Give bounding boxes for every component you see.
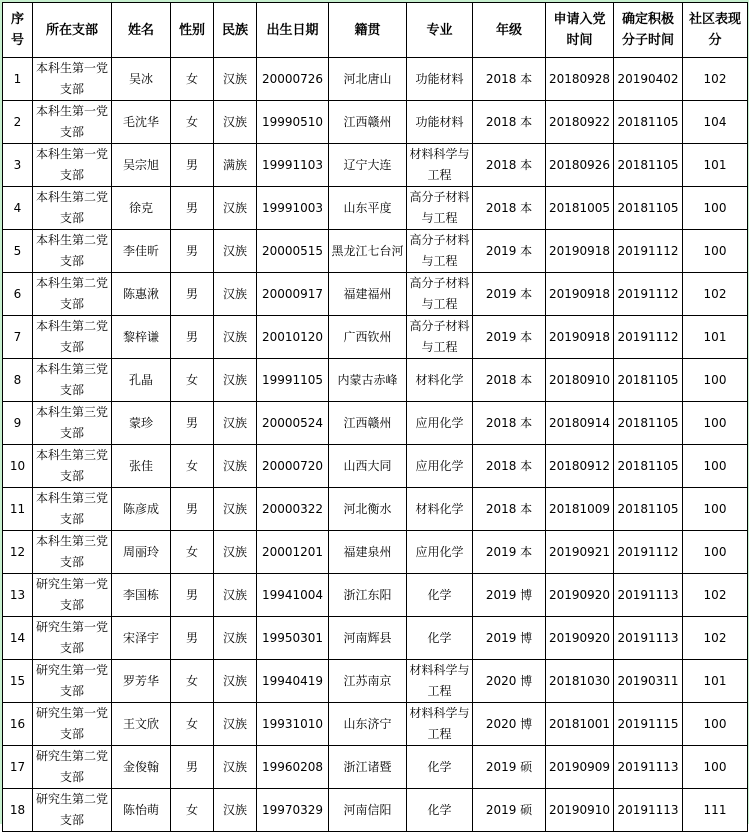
cell-major: 化学: [407, 789, 473, 832]
cell-grade: 2018 本: [473, 58, 546, 101]
cell-grade: 2018 本: [473, 144, 546, 187]
table-row: [3, 488, 748, 531]
cell-name: 孔晶: [112, 359, 171, 402]
cell-branch: 本科生第三党支部: [33, 402, 112, 445]
cell-activist: 20181105: [614, 402, 683, 445]
cell-seq: 4: [3, 187, 33, 230]
cell-name: 徐克: [112, 187, 171, 230]
cell-apply: 20181009: [546, 488, 614, 531]
cell-major: 材料化学: [407, 488, 473, 531]
cell-ethnicity: 汉族: [214, 703, 257, 746]
cell-activist: 20191113: [614, 746, 683, 789]
cell-activist: 20191112: [614, 273, 683, 316]
cell-name: 李佳昕: [112, 230, 171, 273]
cell-apply: 20190918: [546, 273, 614, 316]
cell-score: 102: [683, 574, 748, 617]
cell-branch: 本科生第二党支部: [33, 187, 112, 230]
cell-activist: 20191112: [614, 531, 683, 574]
cell-name: 陈怡萌: [112, 789, 171, 832]
cell-apply: 20190909: [546, 746, 614, 789]
cell-seq: 5: [3, 230, 33, 273]
cell-origin: 河南信阳: [329, 789, 407, 832]
cell-name: 宋泽宇: [112, 617, 171, 660]
cell-apply: 20190910: [546, 789, 614, 832]
cell-major: 材料科学与工程: [407, 703, 473, 746]
cell-origin: 福建福州: [329, 273, 407, 316]
cell-apply: 20181005: [546, 187, 614, 230]
cell-gender: 男: [171, 402, 214, 445]
cell-seq: 2: [3, 101, 33, 144]
table-row: [3, 617, 748, 660]
cell-name: 罗芳华: [112, 660, 171, 703]
table-row: [3, 101, 748, 144]
cell-activist: 20191113: [614, 789, 683, 832]
cell-apply: 20180910: [546, 359, 614, 402]
cell-birth: 20000322: [257, 488, 329, 531]
cell-name: 蒙珍: [112, 402, 171, 445]
column-header-ethnicity: 民族: [214, 3, 257, 58]
cell-apply: 20190921: [546, 531, 614, 574]
cell-birth: 20000720: [257, 445, 329, 488]
cell-grade: 2019 硕: [473, 746, 546, 789]
cell-branch: 研究生第二党支部: [33, 789, 112, 832]
cell-origin: 山西大同: [329, 445, 407, 488]
cell-grade: 2019 博: [473, 574, 546, 617]
cell-ethnicity: 汉族: [214, 58, 257, 101]
column-header-name: 姓名: [112, 3, 171, 58]
cell-origin: 福建泉州: [329, 531, 407, 574]
cell-apply: 20180928: [546, 58, 614, 101]
table-row: [3, 703, 748, 746]
cell-activist: 20191113: [614, 574, 683, 617]
cell-score: 101: [683, 144, 748, 187]
cell-seq: 15: [3, 660, 33, 703]
cell-activist: 20181105: [614, 187, 683, 230]
cell-branch: 本科生第一党支部: [33, 101, 112, 144]
cell-activist: 20190402: [614, 58, 683, 101]
cell-seq: 13: [3, 574, 33, 617]
cell-ethnicity: 汉族: [214, 316, 257, 359]
cell-ethnicity: 汉族: [214, 273, 257, 316]
cell-major: 功能材料: [407, 58, 473, 101]
cell-name: 周丽玲: [112, 531, 171, 574]
cell-ethnicity: 汉族: [214, 402, 257, 445]
cell-grade: 2020 博: [473, 703, 546, 746]
cell-name: 黎梓谦: [112, 316, 171, 359]
cell-ethnicity: 汉族: [214, 488, 257, 531]
cell-activist: 20190311: [614, 660, 683, 703]
cell-apply: 20190920: [546, 617, 614, 660]
cell-birth: 20000515: [257, 230, 329, 273]
cell-seq: 1: [3, 58, 33, 101]
cell-name: 陈惠湫: [112, 273, 171, 316]
cell-major: 材料化学: [407, 359, 473, 402]
cell-grade: 2018 本: [473, 359, 546, 402]
table-row: [3, 359, 748, 402]
cell-grade: 2019 硕: [473, 789, 546, 832]
cell-activist: 20181105: [614, 488, 683, 531]
cell-gender: 女: [171, 703, 214, 746]
cell-ethnicity: 汉族: [214, 230, 257, 273]
cell-birth: 19950301: [257, 617, 329, 660]
cell-grade: 2019 本: [473, 230, 546, 273]
cell-origin: 江西赣州: [329, 402, 407, 445]
cell-birth: 19991103: [257, 144, 329, 187]
cell-score: 102: [683, 58, 748, 101]
cell-branch: 研究生第一党支部: [33, 574, 112, 617]
cell-major: 应用化学: [407, 445, 473, 488]
cell-birth: 19991003: [257, 187, 329, 230]
cell-grade: 2018 本: [473, 101, 546, 144]
cell-major: 高分子材料与工程: [407, 316, 473, 359]
cell-score: 100: [683, 359, 748, 402]
cell-score: 104: [683, 101, 748, 144]
cell-gender: 女: [171, 58, 214, 101]
column-header-origin: 籍贯: [329, 3, 407, 58]
cell-birth: 19941004: [257, 574, 329, 617]
cell-origin: 河北唐山: [329, 58, 407, 101]
cell-name: 吴宗旭: [112, 144, 171, 187]
cell-origin: 辽宁大连: [329, 144, 407, 187]
cell-apply: 20181001: [546, 703, 614, 746]
cell-birth: 19931010: [257, 703, 329, 746]
table-row: [3, 574, 748, 617]
cell-gender: 女: [171, 445, 214, 488]
cell-branch: 本科生第三党支部: [33, 488, 112, 531]
cell-seq: 3: [3, 144, 33, 187]
cell-branch: 研究生第一党支部: [33, 703, 112, 746]
cell-grade: 2018 本: [473, 445, 546, 488]
cell-origin: 浙江诸暨: [329, 746, 407, 789]
cell-apply: 20180922: [546, 101, 614, 144]
cell-grade: 2018 本: [473, 187, 546, 230]
cell-gender: 男: [171, 617, 214, 660]
cell-name: 陈彦成: [112, 488, 171, 531]
cell-branch: 本科生第一党支部: [33, 144, 112, 187]
cell-ethnicity: 汉族: [214, 531, 257, 574]
cell-grade: 2018 本: [473, 402, 546, 445]
cell-branch: 本科生第二党支部: [33, 230, 112, 273]
column-header-grade: 年级: [473, 3, 546, 58]
cell-origin: 山东平度: [329, 187, 407, 230]
cell-origin: 山东济宁: [329, 703, 407, 746]
cell-major: 化学: [407, 617, 473, 660]
cell-origin: 河北衡水: [329, 488, 407, 531]
cell-name: 金俊翰: [112, 746, 171, 789]
table-row: [3, 187, 748, 230]
cell-major: 高分子材料与工程: [407, 230, 473, 273]
cell-branch: 本科生第二党支部: [33, 273, 112, 316]
table-body: [3, 58, 748, 832]
cell-gender: 女: [171, 359, 214, 402]
cell-score: 100: [683, 402, 748, 445]
column-header-activist: 确定积极分子时间: [614, 3, 683, 58]
cell-score: 102: [683, 273, 748, 316]
column-header-major: 专业: [407, 3, 473, 58]
cell-major: 应用化学: [407, 531, 473, 574]
cell-activist: 20181105: [614, 445, 683, 488]
cell-ethnicity: 汉族: [214, 574, 257, 617]
cell-activist: 20181105: [614, 144, 683, 187]
cell-branch: 本科生第三党支部: [33, 445, 112, 488]
cell-gender: 男: [171, 574, 214, 617]
cell-ethnicity: 汉族: [214, 359, 257, 402]
cell-activist: 20181105: [614, 359, 683, 402]
table-row: [3, 531, 748, 574]
cell-seq: 16: [3, 703, 33, 746]
table-row: [3, 445, 748, 488]
cell-seq: 17: [3, 746, 33, 789]
cell-score: 100: [683, 531, 748, 574]
cell-branch: 本科生第二党支部: [33, 316, 112, 359]
cell-apply: 20181030: [546, 660, 614, 703]
cell-score: 101: [683, 316, 748, 359]
cell-apply: 20190918: [546, 230, 614, 273]
cell-gender: 男: [171, 187, 214, 230]
candidate-table: [2, 2, 748, 832]
cell-score: 102: [683, 617, 748, 660]
cell-gender: 男: [171, 746, 214, 789]
cell-gender: 女: [171, 101, 214, 144]
cell-seq: 9: [3, 402, 33, 445]
table-row: [3, 144, 748, 187]
cell-gender: 女: [171, 531, 214, 574]
cell-gender: 男: [171, 230, 214, 273]
cell-origin: 浙江东阳: [329, 574, 407, 617]
cell-branch: 本科生第三党支部: [33, 359, 112, 402]
cell-gender: 女: [171, 789, 214, 832]
cell-apply: 20180926: [546, 144, 614, 187]
table-header: [3, 3, 748, 58]
column-header-birth: 出生日期: [257, 3, 329, 58]
cell-origin: 江苏南京: [329, 660, 407, 703]
cell-gender: 男: [171, 316, 214, 359]
cell-branch: 本科生第一党支部: [33, 58, 112, 101]
cell-grade: 2020 博: [473, 660, 546, 703]
cell-origin: 黑龙江七台河: [329, 230, 407, 273]
cell-major: 材料科学与工程: [407, 144, 473, 187]
cell-birth: 20000726: [257, 58, 329, 101]
cell-origin: 广西钦州: [329, 316, 407, 359]
cell-name: 吴冰: [112, 58, 171, 101]
cell-birth: 19960208: [257, 746, 329, 789]
cell-birth: 19940419: [257, 660, 329, 703]
cell-birth: 20010120: [257, 316, 329, 359]
column-header-score: 社区表现分: [683, 3, 748, 58]
table-row: [3, 660, 748, 703]
cell-apply: 20180914: [546, 402, 614, 445]
cell-origin: 河南辉县: [329, 617, 407, 660]
cell-activist: 20191112: [614, 316, 683, 359]
cell-ethnicity: 汉族: [214, 187, 257, 230]
cell-name: 李国栋: [112, 574, 171, 617]
table-row: [3, 58, 748, 101]
cell-score: 101: [683, 660, 748, 703]
cell-ethnicity: 汉族: [214, 746, 257, 789]
cell-branch: 本科生第三党支部: [33, 531, 112, 574]
cell-major: 高分子材料与工程: [407, 187, 473, 230]
cell-seq: 6: [3, 273, 33, 316]
table-row: [3, 789, 748, 832]
cell-activist: 20191115: [614, 703, 683, 746]
column-header-apply: 申请入党时间: [546, 3, 614, 58]
cell-score: 100: [683, 230, 748, 273]
column-header-branch: 所在支部: [33, 3, 112, 58]
table-row: [3, 316, 748, 359]
cell-grade: 2019 本: [473, 531, 546, 574]
cell-score: 100: [683, 488, 748, 531]
cell-ethnicity: 满族: [214, 144, 257, 187]
cell-seq: 18: [3, 789, 33, 832]
cell-origin: 江西赣州: [329, 101, 407, 144]
cell-branch: 研究生第一党支部: [33, 617, 112, 660]
cell-seq: 12: [3, 531, 33, 574]
cell-birth: 19991105: [257, 359, 329, 402]
cell-major: 化学: [407, 746, 473, 789]
cell-seq: 8: [3, 359, 33, 402]
cell-score: 100: [683, 703, 748, 746]
cell-score: 100: [683, 746, 748, 789]
cell-major: 高分子材料与工程: [407, 273, 473, 316]
cell-ethnicity: 汉族: [214, 789, 257, 832]
cell-birth: 20000524: [257, 402, 329, 445]
cell-ethnicity: 汉族: [214, 617, 257, 660]
cell-ethnicity: 汉族: [214, 660, 257, 703]
cell-major: 功能材料: [407, 101, 473, 144]
cell-grade: 2018 本: [473, 488, 546, 531]
column-header-gender: 性别: [171, 3, 214, 58]
cell-grade: 2019 博: [473, 617, 546, 660]
cell-grade: 2019 本: [473, 273, 546, 316]
cell-major: 应用化学: [407, 402, 473, 445]
cell-branch: 研究生第二党支部: [33, 746, 112, 789]
cell-birth: 20001201: [257, 531, 329, 574]
cell-gender: 男: [171, 273, 214, 316]
cell-birth: 19970329: [257, 789, 329, 832]
cell-score: 111: [683, 789, 748, 832]
cell-apply: 20190918: [546, 316, 614, 359]
cell-branch: 研究生第一党支部: [33, 660, 112, 703]
cell-major: 化学: [407, 574, 473, 617]
table-row: [3, 230, 748, 273]
cell-ethnicity: 汉族: [214, 445, 257, 488]
table-row: [3, 273, 748, 316]
column-header-seq: 序号: [3, 3, 33, 58]
cell-ethnicity: 汉族: [214, 101, 257, 144]
cell-activist: 20181105: [614, 101, 683, 144]
cell-name: 毛沈华: [112, 101, 171, 144]
cell-gender: 男: [171, 488, 214, 531]
cell-score: 100: [683, 187, 748, 230]
cell-name: 王文欣: [112, 703, 171, 746]
cell-apply: 20190920: [546, 574, 614, 617]
cell-name: 张佳: [112, 445, 171, 488]
cell-activist: 20191112: [614, 230, 683, 273]
cell-apply: 20180912: [546, 445, 614, 488]
cell-seq: 7: [3, 316, 33, 359]
table-row: [3, 402, 748, 445]
table-row: [3, 746, 748, 789]
cell-grade: 2019 本: [473, 316, 546, 359]
cell-gender: 男: [171, 144, 214, 187]
cell-major: 材料科学与工程: [407, 660, 473, 703]
cell-score: 100: [683, 445, 748, 488]
cell-activist: 20191113: [614, 617, 683, 660]
cell-seq: 11: [3, 488, 33, 531]
header-row: [3, 3, 748, 58]
cell-seq: 14: [3, 617, 33, 660]
cell-birth: 19990510: [257, 101, 329, 144]
cell-birth: 20000917: [257, 273, 329, 316]
cell-seq: 10: [3, 445, 33, 488]
cell-gender: 女: [171, 660, 214, 703]
cell-origin: 内蒙古赤峰: [329, 359, 407, 402]
